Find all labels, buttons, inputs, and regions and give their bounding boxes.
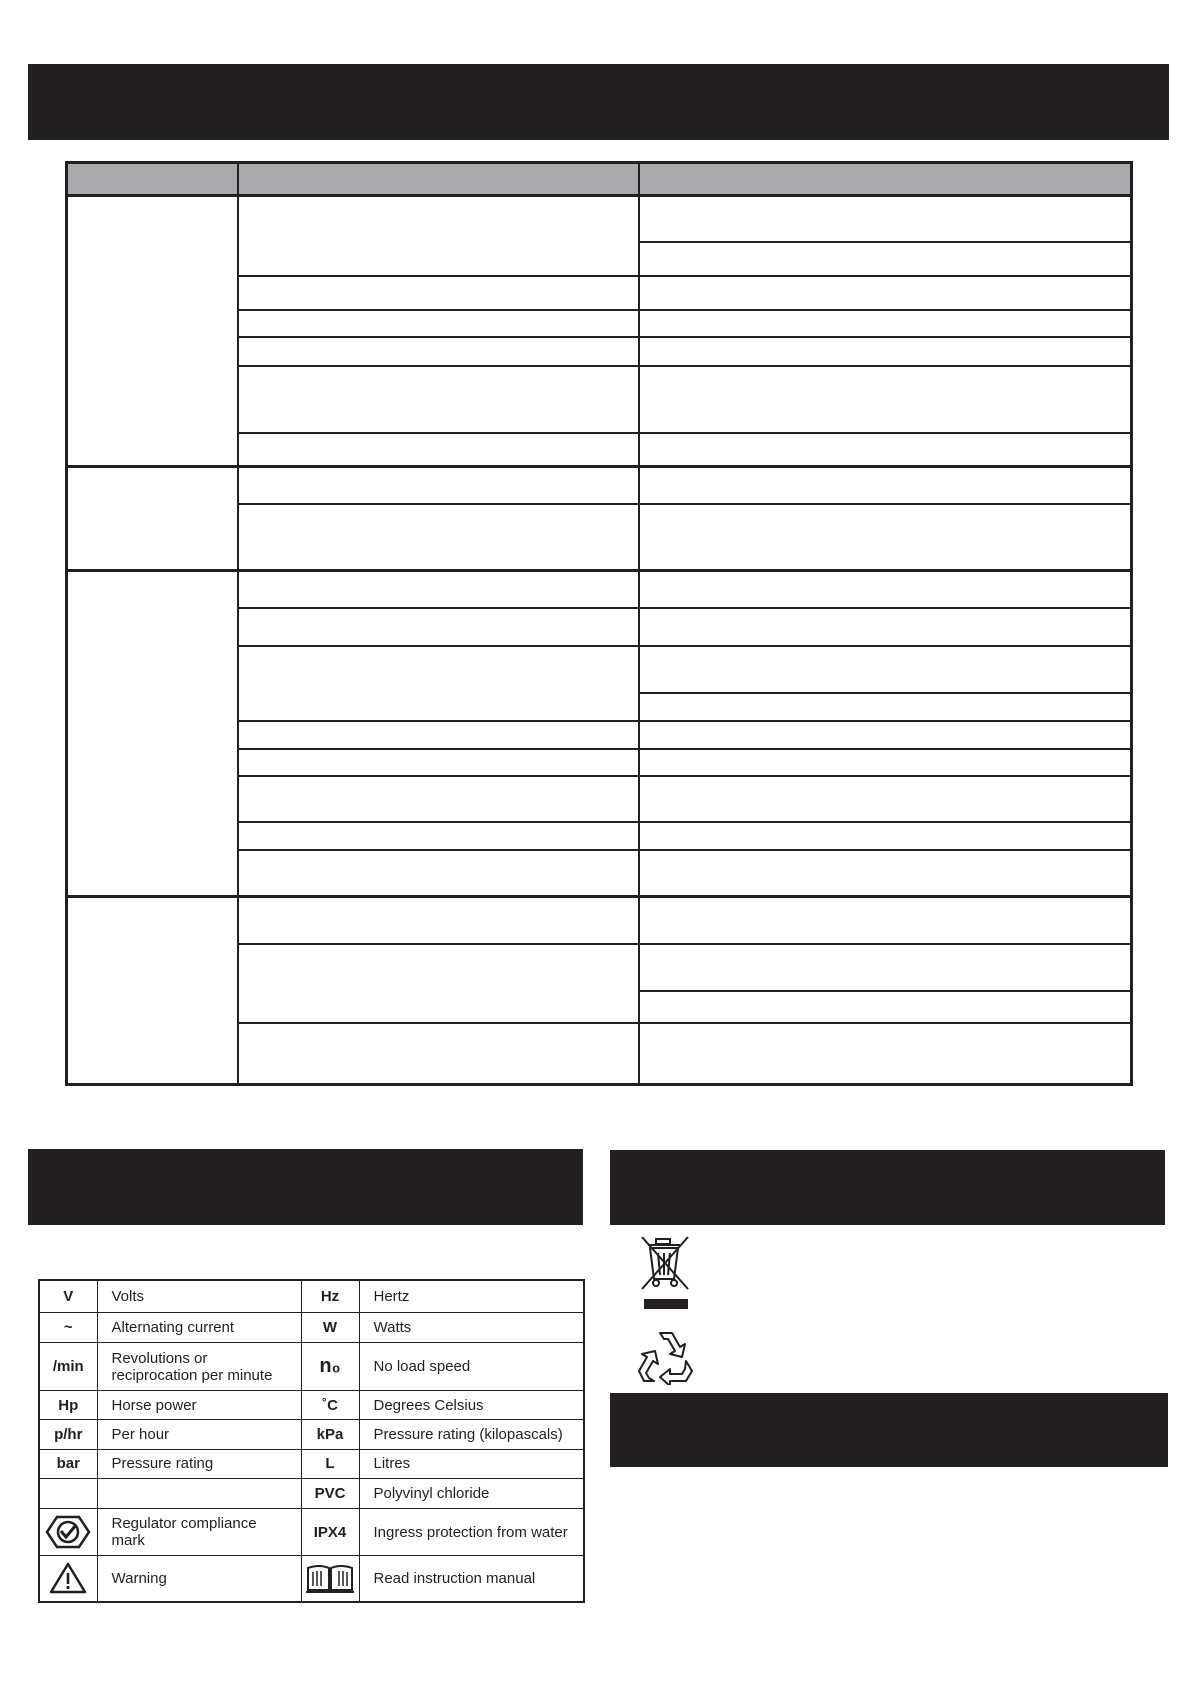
symbol-description: Pressure rating — [97, 1449, 301, 1478]
symbols-table — [38, 1279, 585, 1603]
table-row — [39, 1478, 584, 1508]
row-divider — [237, 748, 1130, 750]
row-divider — [237, 943, 1130, 945]
row-divider — [237, 607, 1130, 609]
table-row — [39, 1280, 584, 1312]
table-row — [39, 1420, 584, 1449]
symbol-cell: IPX4 — [301, 1509, 359, 1556]
row-divider — [237, 1022, 1130, 1024]
disposal-header-bar — [610, 1150, 1165, 1225]
row-divider — [237, 775, 1130, 777]
warning-triangle-icon — [39, 1555, 97, 1602]
symbol-cell: V — [39, 1280, 97, 1312]
row-divider — [237, 432, 1130, 434]
row-divider — [237, 503, 1130, 505]
symbol-cell: /min — [39, 1343, 97, 1391]
row-divider — [237, 275, 1130, 277]
symbol-cell: Hz — [301, 1280, 359, 1312]
symbol-cell: Hp — [39, 1390, 97, 1419]
symbol-cell: PVC — [301, 1478, 359, 1508]
troubleshooting-header-bar — [28, 64, 1169, 140]
row-divider — [237, 336, 1130, 338]
symbol-description: Ingress protection from water — [359, 1509, 584, 1556]
row-divider — [237, 645, 1130, 647]
table-row — [39, 1449, 584, 1478]
symbol-cell — [39, 1478, 97, 1508]
row-divider — [237, 365, 1130, 367]
row-divider — [237, 720, 1130, 722]
symbol-description — [97, 1478, 301, 1508]
row-divider — [237, 309, 1130, 311]
row-divider — [638, 241, 1130, 243]
table-row — [39, 1343, 584, 1391]
symbol-description: Warning — [97, 1555, 301, 1602]
symbol-description: Degrees Celsius — [359, 1390, 584, 1419]
section-divider — [68, 895, 1130, 898]
symbol-description: Regulator compliance mark — [97, 1509, 301, 1556]
symbol-description: Alternating current — [97, 1312, 301, 1342]
symbol-cell: W — [301, 1312, 359, 1342]
table-row — [39, 1390, 584, 1419]
crossed-out-bin-icon — [636, 1231, 696, 1311]
regulatory-compliance-mark-icon — [39, 1509, 97, 1556]
table-row — [39, 1312, 584, 1342]
section-header-bar — [610, 1393, 1168, 1467]
row-divider — [638, 692, 1130, 694]
column-divider — [638, 164, 640, 1083]
symbol-cell: n₀ — [301, 1343, 359, 1391]
symbol-cell: L — [301, 1449, 359, 1478]
troubleshooting-table — [65, 161, 1133, 1086]
symbol-description: Watts — [359, 1312, 584, 1342]
section-divider — [68, 569, 1130, 572]
row-divider — [237, 821, 1130, 823]
symbols-header-bar — [28, 1149, 583, 1225]
symbol-description: Volts — [97, 1280, 301, 1312]
symbol-cell: p/hr — [39, 1420, 97, 1449]
open-book-icon — [301, 1555, 359, 1602]
symbol-cell: bar — [39, 1449, 97, 1478]
symbol-cell: kPa — [301, 1420, 359, 1449]
symbol-description: Pressure rating (kilopascals) — [359, 1420, 584, 1449]
section-divider — [68, 465, 1130, 468]
column-divider — [237, 164, 239, 1083]
row-divider — [638, 990, 1130, 992]
table-row — [39, 1509, 584, 1556]
symbol-description: Horse power — [97, 1390, 301, 1419]
symbol-description: Per hour — [97, 1420, 301, 1449]
symbol-description: Revolutions or reciprocation per minute — [97, 1343, 301, 1391]
table-header-row — [68, 164, 1130, 197]
symbol-description: Polyvinyl chloride — [359, 1478, 584, 1508]
recycle-icon — [638, 1327, 696, 1385]
row-divider — [237, 849, 1130, 851]
symbol-cell: ˚C — [301, 1390, 359, 1419]
symbol-cell: ~ — [39, 1312, 97, 1342]
symbol-description: Read instruction manual — [359, 1555, 584, 1602]
symbol-description: No load speed — [359, 1343, 584, 1391]
table-row — [39, 1555, 584, 1602]
symbol-description: Hertz — [359, 1280, 584, 1312]
symbol-description: Litres — [359, 1449, 584, 1478]
